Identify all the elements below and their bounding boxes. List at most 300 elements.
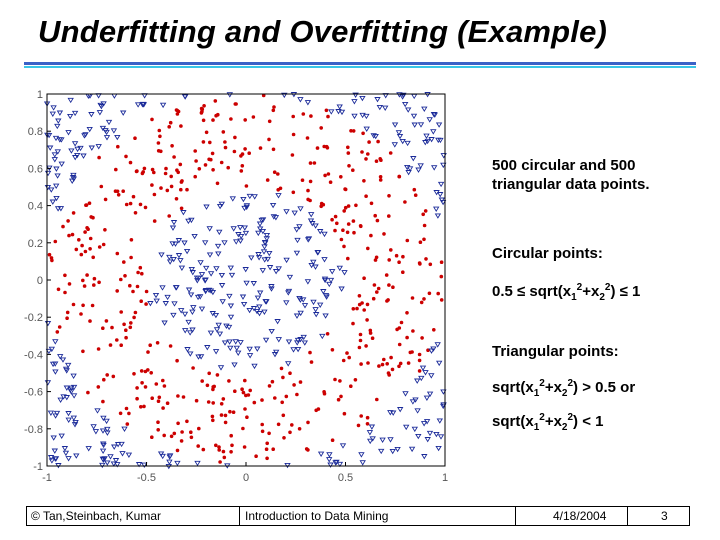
circle-point <box>176 422 180 426</box>
circle-point <box>194 159 198 163</box>
circle-point <box>200 107 204 111</box>
triangle-point <box>105 136 110 140</box>
circle-point <box>387 258 391 262</box>
circle-point <box>346 146 350 150</box>
tri1-sub1: 1 <box>533 388 540 399</box>
circle-point <box>135 397 139 401</box>
circle-point <box>359 224 363 228</box>
triangle-point <box>214 350 219 354</box>
circle-point <box>226 166 230 170</box>
circle-point <box>132 195 136 199</box>
circ-formula-tail: ) ≤ 1 <box>610 283 641 300</box>
triangle-point <box>425 396 430 400</box>
circle-point <box>344 188 348 192</box>
triangle-point <box>437 361 442 365</box>
circle-point <box>132 372 136 376</box>
circle-point <box>220 413 224 417</box>
triangle-point <box>203 241 208 245</box>
circle-point <box>314 409 318 413</box>
circle-point <box>323 174 327 178</box>
circle-point <box>139 203 143 207</box>
circle-point <box>407 361 411 365</box>
circle-point <box>170 144 174 148</box>
circle-point <box>196 444 200 448</box>
circle-point <box>105 373 109 377</box>
triangle-point <box>51 106 56 110</box>
triangle-point <box>425 438 430 442</box>
triangle-point <box>236 351 241 355</box>
circle-point <box>359 333 363 337</box>
circle-point <box>292 191 296 195</box>
circle-point <box>156 428 160 432</box>
circle-point <box>233 389 237 393</box>
circle-point <box>56 330 60 334</box>
circle-point <box>152 171 156 175</box>
circle-point <box>271 447 275 451</box>
triangle-point <box>52 153 57 157</box>
circle-point <box>145 290 149 294</box>
triangle-point <box>261 229 266 233</box>
x-tick-label: 0 <box>242 472 250 484</box>
circle-point <box>333 378 337 382</box>
circle-point <box>397 175 401 179</box>
circle-point <box>159 186 163 190</box>
circle-point <box>352 307 356 311</box>
circle-point <box>197 427 201 431</box>
triangle-point <box>70 179 75 183</box>
circle-point <box>109 343 113 347</box>
circle-point <box>211 168 215 172</box>
triangle-point <box>291 348 296 352</box>
circular-formula <box>492 278 702 307</box>
circle-point <box>116 252 120 256</box>
triangle-point <box>323 314 328 318</box>
triangle-point <box>161 103 166 107</box>
triangle-point <box>216 252 221 256</box>
triangular-formula-1 <box>492 374 702 403</box>
circle-point <box>129 321 133 325</box>
triangle-point <box>148 302 153 306</box>
triangle-point <box>69 149 74 153</box>
circle-point <box>362 276 366 280</box>
circle-point <box>389 248 393 252</box>
triangle-point <box>64 451 69 455</box>
circle-point <box>436 292 440 296</box>
triangle-point <box>231 227 236 231</box>
circle-point <box>130 238 134 242</box>
footer-divider <box>515 507 516 525</box>
circle-point <box>358 303 362 307</box>
circle-point <box>207 400 211 404</box>
circle-point <box>214 99 218 103</box>
scatter-svg <box>0 80 470 500</box>
circle-point <box>290 423 294 427</box>
triangle-point <box>59 434 64 438</box>
triangle-point <box>295 314 300 318</box>
circle-point <box>267 138 271 142</box>
triangle-point <box>336 110 341 114</box>
circle-point <box>339 175 343 179</box>
circle-point <box>421 213 425 217</box>
circle-point <box>309 114 313 118</box>
triangle-point <box>190 328 195 332</box>
circle-point <box>351 168 355 172</box>
triangle-point <box>204 266 209 270</box>
triangle-point <box>313 308 318 312</box>
circle-point <box>110 326 114 330</box>
triangle-point <box>55 411 60 415</box>
y-tick-label: 0.6 <box>27 163 43 176</box>
triangle-point <box>427 118 432 122</box>
triangle-point <box>251 282 256 286</box>
circle-point <box>295 393 299 397</box>
circle-point <box>139 405 143 409</box>
triangle-point <box>183 329 188 333</box>
triangle-point <box>390 449 395 453</box>
triangle-point <box>222 241 227 245</box>
circle-point <box>361 132 365 136</box>
triangle-point <box>429 374 434 378</box>
circle-point <box>266 178 270 182</box>
circle-point <box>182 395 186 399</box>
circle-point <box>146 350 150 354</box>
triangle-point <box>311 300 316 304</box>
circle-point <box>379 178 383 182</box>
triangle-point <box>183 312 188 316</box>
circle-point <box>211 419 215 423</box>
circle-point <box>208 141 212 145</box>
circle-point <box>150 118 154 122</box>
triangle-point <box>66 131 71 135</box>
triangle-point <box>230 197 235 201</box>
circle-point <box>247 151 251 155</box>
tri2-lead: sqrt(x <box>492 413 534 430</box>
circle-point <box>419 240 423 244</box>
triangle-point <box>285 463 290 467</box>
circle-point <box>365 318 369 322</box>
triangle-point <box>268 266 273 270</box>
triangle-point <box>432 166 437 170</box>
circle-point <box>309 180 313 184</box>
circle-point <box>401 270 405 274</box>
triangle-point <box>163 302 168 306</box>
circle-point <box>305 447 309 451</box>
circle-point <box>253 401 257 405</box>
triangle-point <box>87 127 92 131</box>
circle-point <box>422 297 426 301</box>
circle-point <box>119 278 123 282</box>
circle-point <box>391 368 395 372</box>
circle-point <box>282 414 286 418</box>
triangle-point <box>398 408 403 412</box>
circular-heading: Circular points: <box>492 245 603 262</box>
circle-point <box>347 164 351 168</box>
circle-point <box>156 420 160 424</box>
circle-point <box>418 359 422 363</box>
x-tick-label: 0.5 <box>337 472 354 484</box>
y-tick-label: -0.8 <box>24 423 43 436</box>
triangle-point <box>218 204 223 208</box>
triangle-point <box>86 447 91 451</box>
triangle-point <box>177 254 182 258</box>
triangle-point <box>56 207 61 211</box>
circle-point <box>81 304 85 308</box>
triangle-point <box>329 278 334 282</box>
triangle-point <box>292 211 297 215</box>
triangle-point <box>284 258 289 262</box>
circle-point <box>84 250 88 254</box>
triangle-point <box>294 228 299 232</box>
triangle-point <box>368 431 373 435</box>
circle-point <box>176 394 180 398</box>
circle-point <box>322 390 326 394</box>
triangle-point <box>418 164 423 168</box>
circle-point <box>161 379 165 383</box>
triangle-point <box>58 398 63 402</box>
triangle-point <box>435 343 440 347</box>
circle-point <box>185 420 189 424</box>
circle-point <box>370 202 374 206</box>
circle-point <box>411 329 415 333</box>
triangle-point <box>200 307 205 311</box>
triangle-point <box>244 231 249 235</box>
circle-point <box>343 412 347 416</box>
circle-point <box>387 373 391 377</box>
triangle-point <box>337 266 342 270</box>
circle-point <box>341 228 345 232</box>
circle-point <box>429 263 433 267</box>
triangle-point <box>122 427 127 431</box>
triangle-point <box>58 111 63 115</box>
triangle-point <box>216 244 221 248</box>
triangle-point <box>101 429 106 433</box>
circle-point <box>195 399 199 403</box>
circle-point <box>205 131 209 135</box>
points-description <box>492 156 702 194</box>
tri1-tail: ) > 0.5 or <box>573 379 636 396</box>
circle-point <box>207 372 211 376</box>
triangle-point <box>298 98 303 102</box>
triangle-point <box>233 340 238 344</box>
triangle-point <box>375 98 380 102</box>
circle-point <box>202 119 206 123</box>
circle-point <box>102 378 106 382</box>
triangle-point <box>223 341 228 345</box>
data-points <box>45 93 446 469</box>
circle-point <box>222 397 226 401</box>
triangle-point <box>121 111 126 115</box>
circle-point <box>167 214 171 218</box>
circle-point <box>418 261 422 265</box>
circle-point <box>398 343 402 347</box>
circle-point <box>103 228 107 232</box>
triangle-point <box>380 438 385 442</box>
triangle-point <box>359 453 364 457</box>
footer-date: 4/18/2004 <box>553 509 607 523</box>
circle-point <box>175 168 179 172</box>
circle-point <box>355 307 359 311</box>
circle-point <box>124 328 128 332</box>
circle-point <box>243 379 247 383</box>
circle-point <box>114 168 118 172</box>
circle-point <box>129 256 133 260</box>
triangle-point <box>46 381 51 385</box>
triangle-point <box>377 105 382 109</box>
triangle-point <box>306 280 311 284</box>
circle-point <box>211 118 215 122</box>
triangle-point <box>89 113 94 117</box>
triangle-point <box>205 346 210 350</box>
triangle-point <box>208 253 213 257</box>
triangle-point <box>220 273 225 277</box>
circle-point <box>268 120 272 124</box>
footer-divider <box>627 507 628 525</box>
circle-point <box>146 368 150 372</box>
circle-point <box>381 363 385 367</box>
circle-point <box>216 182 220 186</box>
circle-point <box>163 384 167 388</box>
triangle-point <box>436 214 441 218</box>
circle-point <box>166 401 170 405</box>
circle-point <box>248 389 252 393</box>
circle-point <box>298 427 302 431</box>
circle-point <box>92 283 96 287</box>
circle-point <box>366 247 370 251</box>
circle-point <box>142 405 146 409</box>
tri2-mid: +x <box>544 413 562 430</box>
circle-point <box>227 379 231 383</box>
triangle-point <box>360 113 365 117</box>
circle-point <box>364 157 368 161</box>
triangle-point <box>220 300 225 304</box>
triangle-point <box>342 271 347 275</box>
x-tick-label: 1 <box>441 472 449 484</box>
triangle-point <box>180 266 185 270</box>
circle-point <box>405 336 409 340</box>
triangle-point <box>406 108 411 112</box>
circle-point <box>261 430 265 434</box>
triangle-point <box>403 392 408 396</box>
triangle-point <box>172 221 177 225</box>
triangle-point <box>352 114 357 118</box>
circle-point <box>358 294 362 298</box>
circle-point <box>391 285 395 289</box>
circle-point <box>299 380 303 384</box>
triangle-point <box>429 349 434 353</box>
circle-point <box>72 303 76 307</box>
triangle-point <box>247 308 252 312</box>
triangle-point <box>288 275 293 279</box>
circle-point <box>352 231 356 235</box>
circle-point <box>349 384 353 388</box>
circle-point <box>242 391 246 395</box>
circle-point <box>401 255 405 259</box>
circle-point <box>202 140 206 144</box>
circle-point <box>364 194 368 198</box>
circle-point <box>115 289 119 293</box>
circle-point <box>202 104 206 108</box>
triangle-point <box>400 139 405 143</box>
circle-point <box>117 193 121 197</box>
triangle-point <box>209 331 214 335</box>
triangle-point <box>415 379 420 383</box>
circle-point <box>420 336 424 340</box>
circle-point <box>50 259 54 263</box>
triangle-point <box>160 286 165 290</box>
triangle-point <box>66 412 71 416</box>
circle-point <box>280 401 284 405</box>
triangle-point <box>273 353 278 357</box>
circle-point <box>379 158 383 162</box>
circle-point <box>387 283 391 287</box>
circle-point <box>209 158 213 162</box>
circle-point <box>119 412 123 416</box>
y-tick-label: 0.4 <box>27 200 43 213</box>
circle-point <box>140 369 144 373</box>
circle-point <box>440 275 444 279</box>
circle-point <box>83 230 87 234</box>
circle-point <box>265 457 269 461</box>
circle-point <box>387 194 391 198</box>
circle-point <box>80 253 84 257</box>
triangle-point <box>364 127 369 131</box>
circle-point <box>89 237 93 241</box>
circle-point <box>397 365 401 369</box>
circle-point <box>230 444 234 448</box>
circle-point <box>223 140 227 144</box>
circle-point <box>424 257 428 261</box>
circle-point <box>222 450 226 454</box>
circle-point <box>330 218 334 222</box>
circle-point <box>200 111 204 115</box>
circle-point <box>367 140 371 144</box>
triangle-point <box>228 346 233 350</box>
triangle-point <box>108 455 113 459</box>
triangle-point <box>247 347 252 351</box>
circle-point <box>162 434 166 438</box>
circle-point <box>376 140 380 144</box>
circle-point <box>345 351 349 355</box>
circle-point <box>316 146 320 150</box>
circle-point <box>276 188 280 192</box>
circle-point <box>346 257 350 261</box>
circle-point <box>385 273 389 277</box>
circle-point <box>157 141 161 145</box>
circle-point <box>149 371 153 375</box>
circle-point <box>158 396 162 400</box>
circle-point <box>128 284 132 288</box>
circle-point <box>125 407 129 411</box>
circle-point <box>265 447 269 451</box>
circle-point <box>374 258 378 262</box>
triangle-point <box>341 444 346 448</box>
triangle-point <box>383 106 388 110</box>
circle-point <box>327 172 331 176</box>
circle-point <box>342 209 346 213</box>
circle-point <box>86 391 90 395</box>
triangle-point <box>406 171 411 175</box>
triangle-point <box>419 123 424 127</box>
circle-point <box>409 351 413 355</box>
circle-point <box>88 201 92 205</box>
footer-course: Introduction to Data Mining <box>245 509 389 523</box>
circle-point <box>143 167 147 171</box>
footer-divider <box>239 507 240 525</box>
circle-point <box>359 339 363 343</box>
circle-point <box>98 245 102 249</box>
triangle-point <box>412 94 417 98</box>
triangle-point <box>229 304 234 308</box>
